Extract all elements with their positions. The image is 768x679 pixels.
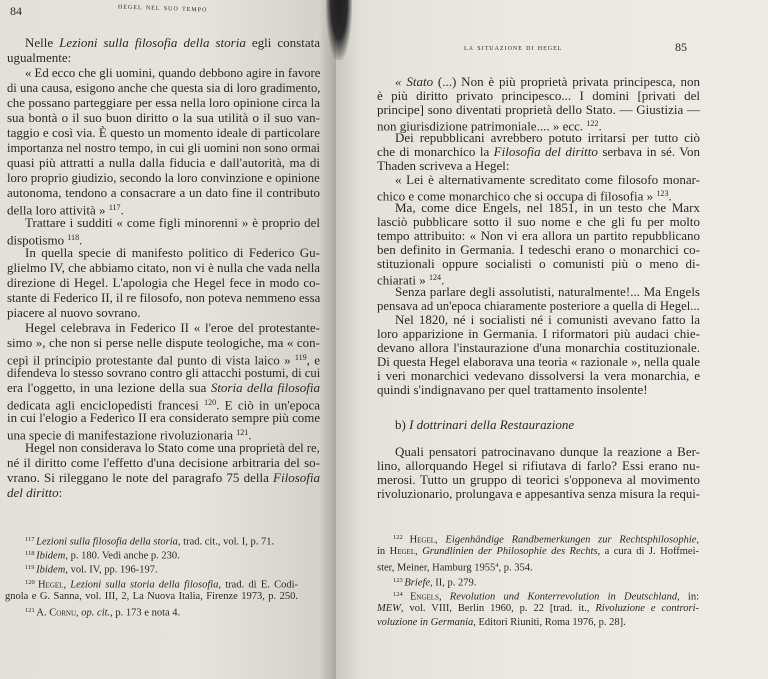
text-run: , trad. cit., vol. I, p. 71.	[177, 536, 275, 548]
text-run: quindi s'indignavano per quel trattamento insolente!	[377, 382, 648, 397]
text-line	[7, 125, 320, 141]
text-run: Nelle	[25, 35, 60, 50]
left-page	[0, 0, 336, 679]
text-run: .	[79, 232, 83, 248]
text-run: ,	[415, 546, 423, 558]
text-run: Ma, come dice Engels, nel 1851, in un testo che Marx	[395, 200, 700, 215]
text-line	[7, 155, 320, 171]
italic-text: Filosofia del diritto	[493, 144, 598, 159]
footnote-ref: 123	[393, 576, 405, 584]
small-caps-text: Engels	[409, 591, 439, 603]
text-line	[25, 320, 320, 336]
right-page	[336, 0, 768, 679]
text-run: loro proprio giudizio, secondo la loro convinzione e opinione	[7, 170, 320, 185]
footnote-ref: 4	[495, 562, 499, 570]
text-line	[25, 440, 320, 456]
text-run: sua bontà o il suo buon diritto o la sua utilità o il suo van-	[7, 110, 320, 125]
footnote-ref: 117	[108, 203, 121, 212]
text-run: direzione di Hegel. L'apologia che Hegel fece in modo co-	[7, 275, 320, 290]
text-line	[377, 382, 700, 398]
text-line	[7, 185, 320, 201]
text-run: glielmo IV, che abbiamo citato, non vi è nulla che vada nella	[7, 260, 321, 275]
text-run: , p. 173 e nota 4.	[110, 607, 181, 619]
text-run: tempo attribuito: « Non vi era allora un partito repubblicano	[377, 228, 700, 243]
footnote-ref: 120	[204, 398, 217, 407]
text-line	[7, 305, 320, 321]
text-run: pensava ad un'epoca chiaramente posteriore a quella di Hegel...	[377, 298, 700, 313]
footnote-ref: 118	[25, 550, 37, 558]
text-run: principe] sono diventati proprietà dello Stato. — Giustizia —	[377, 102, 700, 117]
small-caps-text: A. Cornu	[36, 607, 77, 619]
footnote-ref: 121	[25, 607, 37, 614]
italic-text: Storia della filosofia	[210, 380, 320, 395]
footnote-ref: 117	[25, 536, 37, 543]
text-line	[5, 590, 298, 603]
text-run: . E ciò in un'epoca	[216, 397, 320, 413]
text-run: Hegel non considerava lo Stato come una proprietà del re,	[25, 440, 320, 455]
text-run: una specie di manifestazione rivoluzionaria	[7, 427, 237, 443]
text-line	[7, 485, 320, 501]
text-run: ,	[438, 591, 450, 603]
text-line	[25, 604, 298, 620]
italic-text: Lezioni sulla storia della filosofia	[70, 579, 219, 591]
text-run: ,	[435, 534, 446, 546]
text-run: ,	[76, 607, 82, 619]
text-line	[377, 602, 699, 615]
text-line	[7, 50, 320, 66]
italic-text: Filosofia	[273, 470, 320, 485]
text-run: vrano. Si rileggano le note del paragrafo 75 della	[7, 470, 274, 485]
running-head: la situazione di hegel	[464, 42, 563, 52]
text-run: i veri monarchici vedevano dissolversi la vera monarchia, e	[377, 368, 700, 383]
text-run: simo », che non si perse nelle dispute teologiche, ma « con-	[7, 335, 320, 350]
text-run: .	[598, 118, 602, 134]
text-run: merosi. Tutto un gruppo di teorici s'opponeva al movimento	[377, 472, 700, 487]
text-run: era l'oggetto, in una lezione della sua	[7, 380, 211, 395]
text-run: dispotismo	[7, 232, 68, 248]
footnote-ref: 119	[25, 564, 37, 572]
text-run: ster, Meiner, Hamburg 1955	[377, 562, 496, 574]
text-run: ,	[63, 579, 71, 591]
text-line	[25, 245, 320, 261]
text-run: , a cura di J. Hoffmei-	[597, 546, 699, 558]
text-run: Trattare i sudditi « come figli minorenni » è proprio del	[25, 215, 320, 230]
text-run: loro apparizione in Germania. I riformatori più audaci chie-	[377, 326, 700, 341]
text-run: dedicata agli enciclopedisti francesi	[7, 397, 205, 413]
text-run: che possano parteggiare per essa nella loro opinione circa la	[7, 95, 320, 110]
text-run: di una causa, esigono anche che questa sia di loro gradimento,	[7, 80, 321, 95]
italic-text: Grundlinien der Philosophie des Rechts	[422, 546, 598, 558]
text-run: serbava in sé. Von	[597, 144, 700, 159]
footnote-ref: 123	[656, 189, 669, 198]
text-line	[25, 215, 320, 231]
text-run: difendeva lo stesso sovrano contro gli attacchi postumi, di cui	[7, 365, 321, 380]
italic-text: « Stato	[395, 74, 434, 89]
text-run: lasciò pubblicare sotto il suo nome e che gli fu per molto	[377, 214, 700, 229]
text-run: della loro attività »	[7, 202, 109, 218]
text-line	[7, 335, 320, 351]
text-line	[377, 616, 699, 629]
small-caps-text: Hegel	[37, 579, 64, 591]
text-run: Quali pensatori patrocinavano dunque la reazione a Ber-	[395, 444, 700, 459]
text-line	[7, 170, 320, 186]
text-run: , p. 354.	[498, 562, 533, 574]
footnote-ref: 119	[294, 353, 307, 362]
text-line	[7, 275, 320, 291]
small-caps-text: Hegel	[389, 546, 416, 558]
footnote-ref: 124	[428, 273, 442, 282]
text-run: .	[120, 202, 124, 218]
text-run: che di monarchico la	[377, 144, 494, 159]
text-run: quasi più attratti a nulla dalla fiducia e dall'autorità, ma di	[7, 155, 320, 170]
text-line	[7, 365, 321, 381]
italic-text: Lezioni sulla filosofia della storia	[59, 35, 246, 50]
italic-text: Ibidem	[36, 564, 66, 576]
text-run: , vol. IV, pp. 196-197.	[65, 564, 158, 576]
text-run: .	[441, 272, 445, 288]
text-run: , in:	[677, 591, 700, 603]
text-line	[7, 410, 321, 426]
text-run: .	[248, 427, 252, 443]
text-line	[7, 260, 321, 276]
text-line	[377, 545, 699, 558]
text-run: non giurisdizione patrimoniale.... » ecc.	[377, 118, 587, 134]
text-run: Senza parlare degli assolutisti, naturalmente!... Ma Engels	[395, 284, 700, 299]
text-run: « Ed ecco che gli uomini, quando debbono agire in favore	[25, 65, 321, 80]
running-head: hegel nel suo tempo	[117, 0, 208, 14]
text-run: , e	[306, 352, 321, 368]
text-line	[7, 95, 320, 111]
footnote-ref: 122	[393, 534, 410, 541]
text-line	[395, 417, 700, 433]
text-run: lino, allorquando Hegel si rifiutava di farlo? Essi erano nu-	[377, 458, 700, 473]
text-run: , trad. di E. Codi-	[218, 579, 298, 591]
italic-text: voluzione in Germania	[377, 617, 474, 629]
text-run: Di questa Hegel elaborava una teoria « razionale », nella quale	[377, 354, 701, 369]
italic-text: I dottrinari della Restaurazione	[409, 417, 575, 432]
footnote-ref: 122	[586, 119, 599, 128]
text-run: , Editori Riuniti, Roma 1976, p. 28].	[473, 617, 626, 629]
text-run: né il diritto come l'effetto d'una decisione arbitraria del so-	[7, 455, 320, 470]
text-run: piacere al nuovo sovrano.	[7, 305, 141, 320]
text-run: Nel 1820, né i socialisti né i comunisti avevano fatto la	[395, 312, 700, 327]
text-run: in	[377, 546, 390, 558]
text-run: egli constata	[245, 35, 320, 50]
text-run: importanza nel nostro tempo, in cui gli uomini non sono ormai	[7, 140, 321, 155]
footnote-ref: 120	[25, 578, 38, 586]
italic-text: del diritto	[7, 485, 59, 500]
italic-text: Eigenhändige Randbemerkungen zur Rechtsphilosophie	[445, 534, 697, 546]
text-line	[377, 486, 701, 502]
text-line	[7, 455, 320, 471]
text-run: :	[58, 485, 63, 500]
text-run: Hegel celebrava in Federico II « l'eroe del protestante-	[25, 320, 320, 335]
text-run: .	[668, 188, 672, 204]
text-run: devano allora l'instaurazione d'una monarchia costituzionale.	[377, 340, 700, 355]
text-line	[7, 140, 321, 156]
text-run: taggio e così via. È questo un momento ideale di particolare	[7, 125, 320, 140]
italic-text: Ibidem	[36, 550, 66, 562]
italic-text: Revolution und Konterrevolution in Deutschland	[449, 591, 678, 603]
text-line	[7, 290, 321, 306]
footnote-ref: 121	[236, 428, 249, 437]
text-run: ugualmente:	[7, 50, 72, 65]
italic-text: MEW	[377, 603, 401, 614]
text-run: , p. 180. Vedi anche p. 230.	[65, 550, 180, 562]
text-run: In quella specie di manifesto politico di Federico Gu-	[25, 245, 320, 260]
small-caps-text: Hegel	[409, 534, 436, 546]
text-run: in cui l'elogio a Federico II era considerato sempre più come	[7, 410, 321, 425]
text-run: chiarati »	[377, 272, 429, 288]
text-run: gnola e G. Sanna, vol. III, 2, La Nuova Italia, Firenze 1973, p. 250.	[5, 590, 298, 602]
text-run: rivoluzionario, prolungava e appesantiva senza misura la requi-	[377, 486, 701, 501]
footnote-ref: 124	[393, 590, 410, 598]
book-gutter	[326, 0, 352, 60]
page-number: 84	[10, 4, 22, 18]
text-line	[25, 65, 321, 81]
footnote-ref: 118	[67, 233, 80, 242]
italic-text: op. cit.	[81, 607, 111, 619]
text-run: (...) Non è più proprietà privata principesca, non	[433, 74, 700, 89]
text-run: stituzionali oppure socialisti o comunisti più o meno di-	[377, 256, 700, 271]
italic-text: Briefe	[404, 577, 431, 589]
italic-text: Lezioni sulla filosofia della storia	[36, 536, 178, 548]
page-number: 85	[675, 40, 687, 54]
text-run: b)	[395, 417, 410, 432]
text-line	[7, 470, 320, 486]
text-run: « Lei è alternativamente screditato come filosofo monar-	[395, 172, 700, 187]
text-run: , vol. VIII, Berlin 1960, p. 22 [trad. it.,	[400, 603, 596, 614]
text-line	[7, 380, 320, 396]
text-run: stante di Federico II, il re filosofo, non poteva nemmeno essa	[7, 290, 321, 305]
text-line	[7, 80, 321, 96]
text-run: cepì il principio protestante dal punto di vista laico »	[7, 352, 295, 368]
text-line	[7, 110, 320, 126]
text-run: , II, p. 279.	[430, 577, 477, 589]
text-run: ,	[696, 534, 700, 546]
text-line	[25, 35, 320, 51]
text-run: Thaden scriveva a Hegel:	[377, 158, 510, 173]
text-run: chico e come monarchico che si occupa di filosofia »	[377, 188, 657, 204]
text-run: autonoma, tendono a consacrare a un dato fine il contributo	[7, 185, 320, 200]
text-run: è più diritto privato principesco... I domini [privati del	[377, 88, 700, 103]
text-run: ben definito in Germania. I tedeschi erano o monarchici co-	[377, 242, 700, 257]
text-run: Dei repubblicani avrebbero potuto irritarsi per tutto ciò	[395, 130, 700, 145]
italic-text: Rivoluzione e controri-	[595, 603, 700, 614]
